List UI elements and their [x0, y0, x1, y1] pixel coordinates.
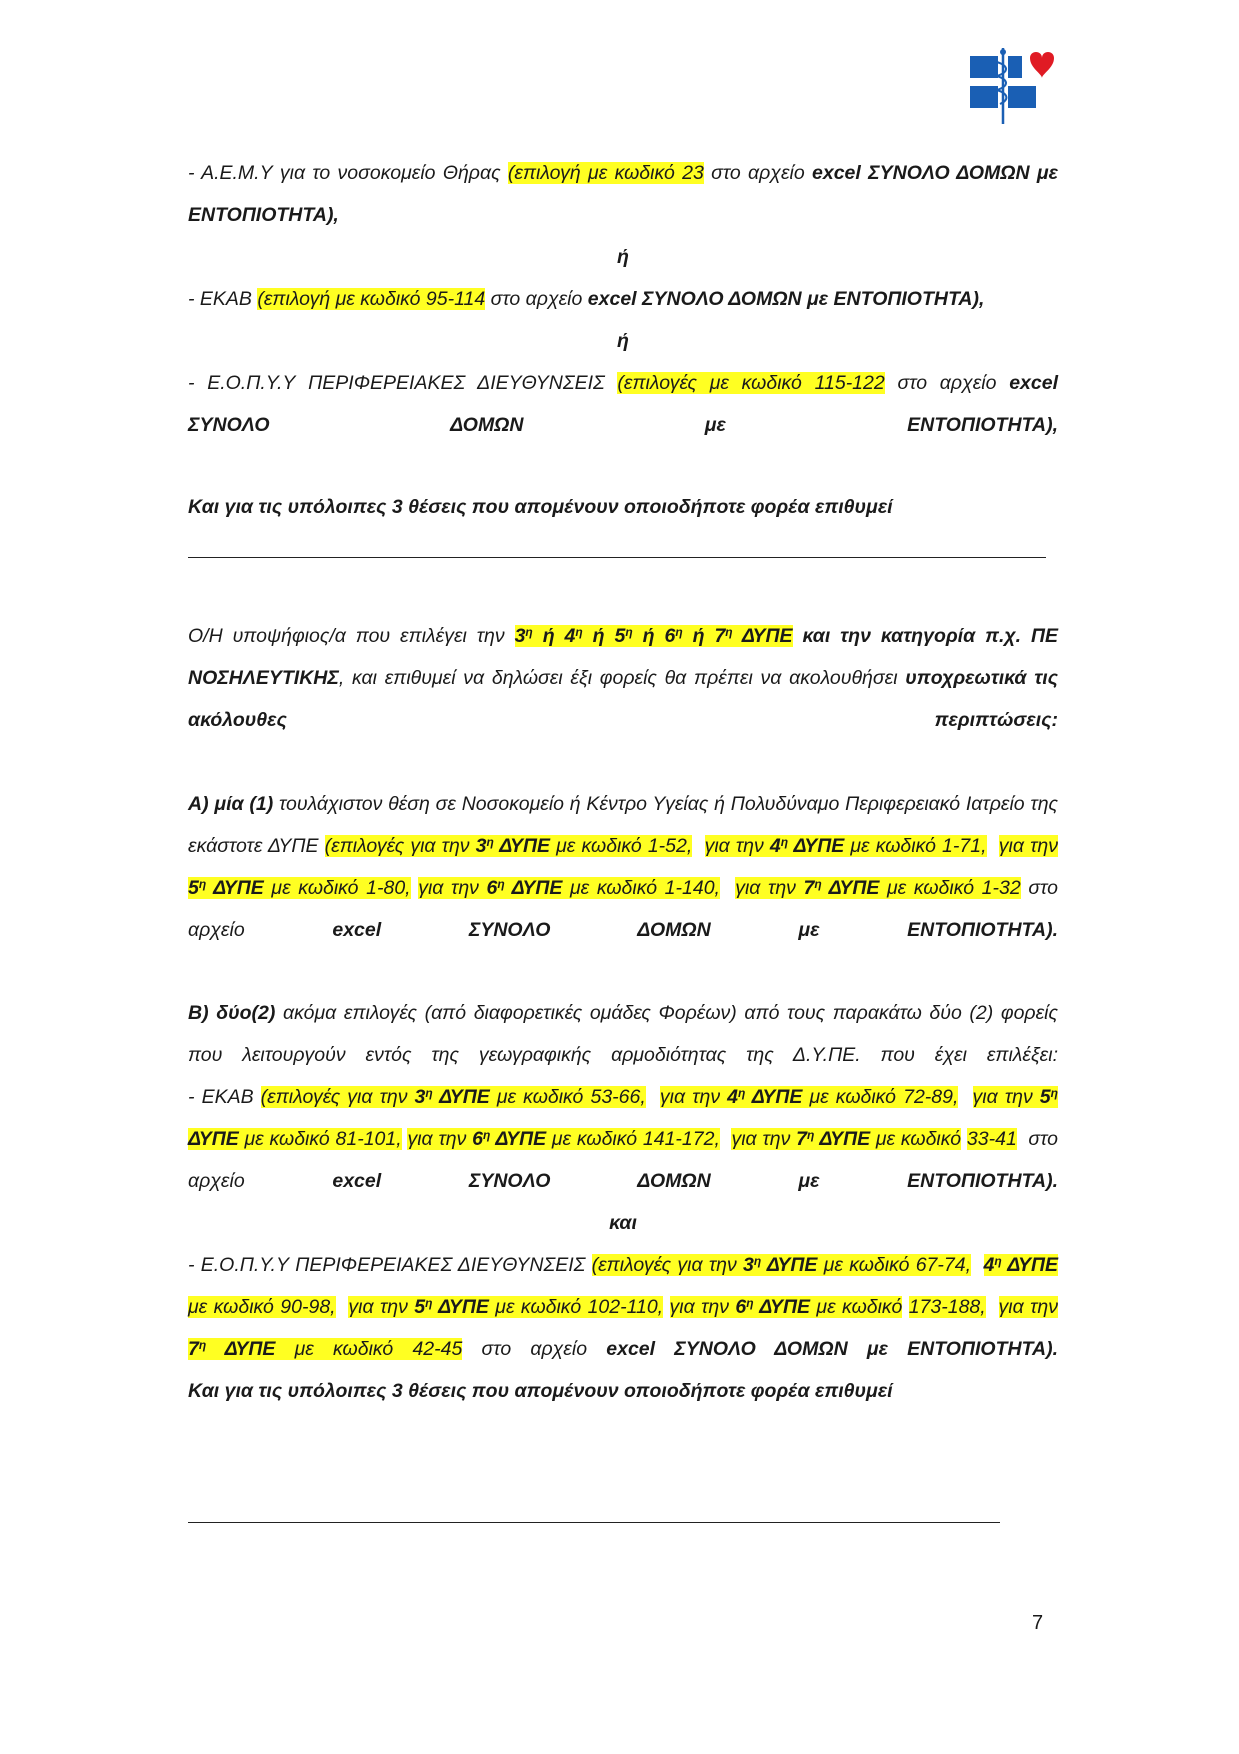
ministry-health-logo-icon: [968, 48, 1054, 126]
intro-paragraph: Ο/Η υποψήφιος/α που επιλέγει την $3^\eta$ ή $4^\eta$ ή $5^\eta$ ή $6^\eta$ ή $7^\eta$ ΔΥΠΕ και την κατηγορία π.χ. ΠΕ ΝΟΣΗΛΕΥΤΙΚΗΣ, και επιθυμεί να δηλώσει έξι φορείς θα πρέπει να ακολουθήσει υποχρεωτικά τις ακόλουθες περιπτώσεις:: [188, 625, 1058, 731]
highlight: (επιλογή με κωδικό 23: [507, 162, 704, 184]
highlight: για την $5^\eta$ ΔΥΠΕ με κωδικό 102-110,: [348, 1296, 664, 1318]
highlight: (επιλογές με κωδικό 115-122: [617, 372, 885, 394]
remaining-positions-note: Και για τις υπόλοιπες 3 θέσεις που απομένουν οποιοδήποτε φορέα επιθυμεί: [188, 496, 893, 518]
highlight: (επιλογή με κωδικό 95-114: [257, 288, 486, 310]
block-options-1: [188, 152, 1058, 528]
highlight: για την $5^\eta$ ΔΥΠΕ με κωδικό 1-80,: [188, 835, 1058, 899]
section-a: Α) μία (1) τουλάχιστον θέση σε Νοσοκομείο ή Κέντρο Υγείας ή Πολυδύναμο Περιφερειακό Ιατρείο της εκάστοτε ΔΥΠΕ (επιλογές για την $3^\eta$ ΔΥΠΕ με κωδικό 1-52, για την $4^\eta$ ΔΥΠΕ με κωδικό 1-71, για την $5^\eta$ ΔΥΠΕ με κωδικό 1-80, για την $6^\eta$ ΔΥΠΕ με κωδικό 1-140, για την $7^\eta$ ΔΥΠΕ με κωδικό 1-32 στο αρχείο excel ΣΥΝΟΛΟ ΔΟΜΩΝ με ΕΝΤΟΠΙΟΤΗΤΑ).: [188, 793, 1059, 941]
section-b: Β) δύο(2) ακόμα επιλογές (από διαφορετικές ομάδες Φορέων) από τους παρακάτω δύο (2) φορείς που λειτουργούν εντός της γεωγραφικής αρμοδιότητας της Δ.Υ.ΠΕ. που έχει επιλέξει: - ΕΚΑΒ (επιλογές για την $3^\eta$ ΔΥΠΕ με κωδικό 53-66, για την $4^\eta$ ΔΥΠΕ με κωδικό 72-89, για την $5^\eta$ ΔΥΠΕ με κωδικό 81-101, για την $6^\eta$ ΔΥΠΕ με κωδικό 141-172, για την $7^\eta$ ΔΥΠΕ με κωδικό 33-41 στο αρχείο excel ΣΥΝΟΛΟ ΔΟΜΩΝ με ΕΝΤΟΠΙΟΤΗΤΑ). και - Ε.Ο.Π.Υ.Υ ΠΕΡΙΦΕΡΕΙΑΚΕΣ ΔΙΕΥΘΥΝΣΕΙΣ (επιλογές για την $3^\eta$ ΔΥΠΕ με κωδικό 67-74, $4^\eta$ ΔΥΠΕ με κωδικό 90-98, για την $5^\eta$ ΔΥΠΕ με κωδικό 102-110, για την $6^\eta$ ΔΥΠΕ με κωδικό 173-188, για την $7^\eta$ ΔΥΠΕ με κωδικό 42-45 στο αρχείο excel ΣΥΝΟΛΟ ΔΟΜΩΝ με ΕΝΤΟΠΙΟΤΗΤΑ). Και για τις υπόλοιπες 3 θέσεις που απομένουν οποιοδήποτε φορέα επιθυμεί: [188, 992, 1058, 1412]
highlight: (επιλογές για την $3^\eta$ ΔΥΠΕ με κωδικό 1-52,: [324, 835, 693, 857]
highlight: για την $6^\eta$ ΔΥΠΕ με κωδικό 141-172,: [407, 1128, 720, 1150]
or-separator: ή: [617, 246, 629, 268]
separator-line: [188, 557, 1046, 558]
highlight: για την $7^\eta$ ΔΥΠΕ με κωδικό 1-32: [735, 877, 1021, 899]
separator-line: [188, 1522, 1000, 1523]
highlight: για την $4^\eta$ ΔΥΠΕ με κωδικό 72-89,: [659, 1086, 959, 1108]
remaining-positions-note: Και για τις υπόλοιπες 3 θέσεις που απομένουν οποιοδήποτε φορέα επιθυμεί: [188, 1380, 893, 1402]
or-separator: ή: [617, 330, 629, 352]
highlight: για την $7^\eta$ ΔΥΠΕ με κωδικό: [731, 1128, 962, 1150]
highlight: 33-41: [966, 1128, 1017, 1150]
eopyy-line: - Ε.Ο.Π.Υ.Υ ΠΕΡΙΦΕΡΕΙΑΚΕΣ ΔΙΕΥΘΥΝΣΕΙΣ (επιλογές για την $3^\eta$ ΔΥΠΕ με κωδικό 67-74, $4^\eta$ ΔΥΠΕ με κωδικό 90-98, για την $5^\eta$ ΔΥΠΕ με κωδικό 102-110, για την $6^\eta$ ΔΥΠΕ με κωδικό 173-188, για την $7^\eta$ ΔΥΠΕ με κωδικό 42-45 στο αρχείο excel ΣΥΝΟΛΟ ΔΟΜΩΝ με ΕΝΤΟΠΙΟΤΗΤΑ).: [188, 1254, 1058, 1360]
highlight: (επιλογές για την $3^\eta$ ΔΥΠΕ με κωδικό 67-74,: [591, 1254, 971, 1276]
ekab-line: - ΕΚΑΒ (επιλογές για την $3^\eta$ ΔΥΠΕ με κωδικό 53-66, για την $4^\eta$ ΔΥΠΕ με κωδικό 72-89, για την $5^\eta$ ΔΥΠΕ με κωδικό 81-101, για την $6^\eta$ ΔΥΠΕ με κωδικό 141-172, για την $7^\eta$ ΔΥΠΕ με κωδικό 33-41 στο αρχείο excel ΣΥΝΟΛΟ ΔΟΜΩΝ με ΕΝΤΟΠΙΟΤΗΤΑ).: [188, 1086, 1058, 1192]
highlight: (επιλογές για την $3^\eta$ ΔΥΠΕ με κωδικό 53-66,: [260, 1086, 646, 1108]
highlight: $3^\eta$ ή $4^\eta$ ή $5^\eta$ ή $6^\eta$ ή $7^\eta$ ΔΥΠΕ: [514, 625, 793, 647]
highlight: $4^\eta$ ΔΥΠΕ με κωδικό 90-98,: [188, 1254, 1058, 1318]
and-separator: και: [609, 1212, 637, 1234]
highlight: για την $7^\eta$ ΔΥΠΕ με κωδικό 42-45: [188, 1296, 1058, 1360]
highlight: για την $6^\eta$ ΔΥΠΕ με κωδικό 1-140,: [418, 877, 720, 899]
highlight: για την $5^\eta$ ΔΥΠΕ με κωδικό 81-101,: [188, 1086, 1058, 1150]
highlight: για την $4^\eta$ ΔΥΠΕ με κωδικό 1-71,: [704, 835, 987, 857]
highlight: για την $6^\eta$ ΔΥΠΕ με κωδικό: [669, 1296, 903, 1318]
aemy-line: - Α.Ε.Μ.Υ για το νοσοκομείο Θήρας (επιλογή με κωδικό 23 στο αρχείο excel ΣΥΝΟΛΟ ΔΟΜΩΝ με ΕΝΤΟΠΙΟΤΗΤΑ),: [188, 162, 1058, 226]
highlight: 173-188,: [908, 1296, 986, 1318]
page-number: 7: [1032, 1612, 1044, 1634]
ekab-line: - ΕΚΑΒ (επιλογή με κωδικό 95-114 στο αρχείο excel ΣΥΝΟΛΟ ΔΟΜΩΝ με ΕΝΤΟΠΙΟΤΗΤΑ),: [188, 288, 985, 310]
eopyy-line: - Ε.Ο.Π.Υ.Υ ΠΕΡΙΦΕΡΕΙΑΚΕΣ ΔΙΕΥΘΥΝΣΕΙΣ (επιλογές με κωδικό 115-122 στο αρχείο excel ΣΥΝΟΛΟ ΔΟΜΩΝ με ΕΝΤΟΠΙΟΤΗΤΑ),: [188, 372, 1059, 436]
